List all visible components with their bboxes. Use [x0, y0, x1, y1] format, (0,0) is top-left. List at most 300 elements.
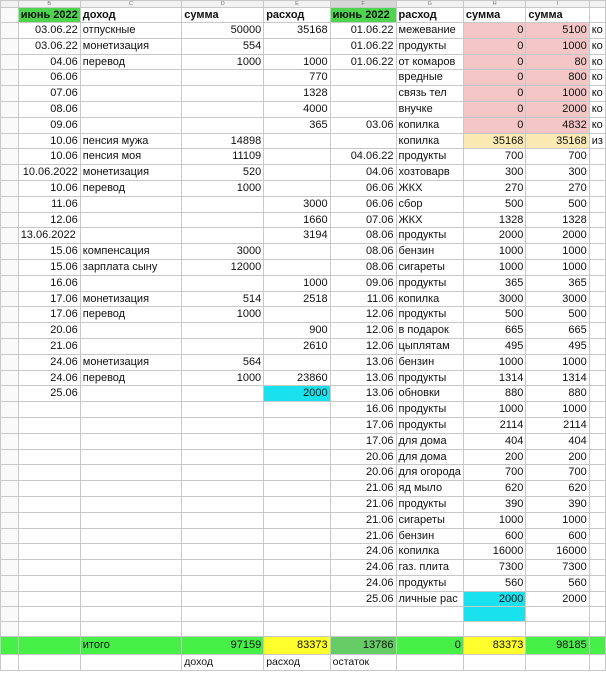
date-cell[interactable]: 10.06: [18, 180, 80, 196]
income-sum-cell[interactable]: [182, 275, 264, 291]
right-date-cell[interactable]: [330, 133, 396, 149]
overflow-note-cell[interactable]: ко: [589, 86, 605, 102]
expense-sum-cell[interactable]: [264, 481, 330, 497]
overflow-note-cell[interactable]: [589, 244, 605, 260]
expense-sum-cell[interactable]: 3194: [264, 228, 330, 244]
expense-sum-cell[interactable]: [264, 560, 330, 576]
right-expense-name-cell[interactable]: копилка: [396, 291, 463, 307]
income-sum-cell[interactable]: [182, 433, 264, 449]
expense-sum-cell[interactable]: [264, 354, 330, 370]
right-date-cell[interactable]: [330, 101, 396, 117]
date-cell[interactable]: 24.06: [18, 354, 80, 370]
right-date-cell[interactable]: 21.06: [330, 528, 396, 544]
column-header-j[interactable]: [589, 1, 605, 8]
column-header-d[interactable]: D: [182, 1, 264, 8]
income-sum-cell[interactable]: [182, 575, 264, 591]
right-date-cell[interactable]: 01.06.22: [330, 23, 396, 39]
right-sum1-cell[interactable]: 495: [463, 338, 525, 354]
income-name-cell[interactable]: [80, 386, 181, 402]
right-expense-name-cell[interactable]: хозтоварв: [396, 165, 463, 181]
overflow-note-cell[interactable]: [589, 465, 605, 481]
right-expense-name-cell[interactable]: цыплятам: [396, 338, 463, 354]
right-sum2-cell[interactable]: 800: [526, 70, 589, 86]
right-expense-name-cell[interactable]: продукты: [396, 228, 463, 244]
income-sum-cell[interactable]: [182, 417, 264, 433]
total-blank-cell[interactable]: [18, 637, 80, 655]
right-expense-name-cell[interactable]: ЖКХ: [396, 180, 463, 196]
expense-sum-cell[interactable]: [264, 259, 330, 275]
right-date-cell[interactable]: 17.06: [330, 417, 396, 433]
income-sum-cell[interactable]: [182, 607, 264, 622]
expense-sum-cell[interactable]: [264, 544, 330, 560]
income-sum-cell[interactable]: [182, 386, 264, 402]
column-header-e[interactable]: E: [264, 1, 330, 8]
income-name-cell[interactable]: [80, 560, 181, 576]
income-name-cell[interactable]: [80, 196, 181, 212]
income-name-cell[interactable]: [80, 101, 181, 117]
right-expense-name-cell[interactable]: газ. плита: [396, 560, 463, 576]
overflow-note-cell[interactable]: [589, 560, 605, 576]
right-expense-name-cell[interactable]: сбор: [396, 196, 463, 212]
income-sum-cell[interactable]: [182, 465, 264, 481]
right-date-cell[interactable]: 24.06: [330, 560, 396, 576]
expense-sum-cell[interactable]: [264, 512, 330, 528]
right-sum1-total-cell[interactable]: 83373: [463, 637, 525, 655]
total-overflow-cell[interactable]: [589, 637, 605, 655]
overflow-note-cell[interactable]: [589, 307, 605, 323]
right-date-cell[interactable]: 13.06: [330, 386, 396, 402]
income-name-cell[interactable]: [80, 86, 181, 102]
right-date-cell[interactable]: 12.06: [330, 338, 396, 354]
income-name-cell[interactable]: перевод: [80, 307, 181, 323]
expense-sum-cell[interactable]: 35168: [264, 23, 330, 39]
date-cell[interactable]: [18, 544, 80, 560]
right-sum2-cell[interactable]: 3000: [526, 291, 589, 307]
right-expense-name-cell[interactable]: в подарок: [396, 323, 463, 339]
right-expense-name-cell[interactable]: копилка: [396, 117, 463, 133]
expense-sum-cell[interactable]: [264, 575, 330, 591]
overflow-note-cell[interactable]: [589, 259, 605, 275]
income-name-cell[interactable]: пенсия моя: [80, 149, 181, 165]
right-expense-name-cell[interactable]: связь тел: [396, 86, 463, 102]
income-sum-cell[interactable]: [182, 86, 264, 102]
date-cell[interactable]: 10.06: [18, 149, 80, 165]
right-sum1-cell[interactable]: 0: [463, 38, 525, 54]
income-name-cell[interactable]: [80, 591, 181, 607]
right-sum2-cell[interactable]: 500: [526, 307, 589, 323]
right-expense-name-cell[interactable]: сигареты: [396, 259, 463, 275]
right-date-cell[interactable]: 13.06: [330, 370, 396, 386]
income-sum-cell[interactable]: [182, 622, 264, 637]
right-sum1-cell[interactable]: 880: [463, 386, 525, 402]
expense-sum-cell[interactable]: 2000: [264, 386, 330, 402]
overflow-note-cell[interactable]: [589, 370, 605, 386]
right-sum1-cell[interactable]: 0: [463, 70, 525, 86]
right-sum1-cell[interactable]: 16000: [463, 544, 525, 560]
right-expense-name-cell[interactable]: продукты: [396, 307, 463, 323]
right-expense-name-cell[interactable]: межевание: [396, 23, 463, 39]
right-expense-name-cell[interactable]: личные рас: [396, 591, 463, 607]
date-cell[interactable]: 10.06: [18, 133, 80, 149]
right-expense-name-cell[interactable]: бензин: [396, 354, 463, 370]
date-cell[interactable]: [18, 449, 80, 465]
income-sum-cell[interactable]: 514: [182, 291, 264, 307]
income-name-cell[interactable]: [80, 622, 181, 637]
right-sum2-total-cell[interactable]: 98185: [526, 637, 589, 655]
right-sum2-cell[interactable]: [526, 622, 589, 637]
overflow-note-cell[interactable]: [589, 323, 605, 339]
right-sum2-cell[interactable]: 665: [526, 323, 589, 339]
left-month-cell[interactable]: июнь 2022: [18, 8, 80, 23]
right-sum1-cell[interactable]: 1000: [463, 259, 525, 275]
right-sum2-cell[interactable]: 500: [526, 196, 589, 212]
income-sum-cell[interactable]: [182, 591, 264, 607]
right-date-cell[interactable]: 03.06: [330, 117, 396, 133]
overflow-note-cell[interactable]: [589, 622, 605, 637]
left-income-header[interactable]: доход: [80, 8, 181, 23]
income-name-cell[interactable]: перевод: [80, 180, 181, 196]
overflow-note-cell[interactable]: [589, 575, 605, 591]
date-cell[interactable]: 21.06: [18, 338, 80, 354]
overflow-note-cell[interactable]: [589, 228, 605, 244]
right-sum1-cell[interactable]: 0: [463, 117, 525, 133]
expense-sum-cell[interactable]: 3000: [264, 196, 330, 212]
income-sum-cell[interactable]: [182, 117, 264, 133]
right-sum2-cell[interactable]: 1000: [526, 402, 589, 418]
right-sum1-cell[interactable]: [463, 607, 525, 622]
overflow-note-cell[interactable]: [589, 196, 605, 212]
income-name-cell[interactable]: [80, 402, 181, 418]
overflow-note-cell[interactable]: [589, 165, 605, 181]
right-expense-name-cell[interactable]: от комаров: [396, 54, 463, 70]
right-sum1-cell[interactable]: 2000: [463, 228, 525, 244]
right-sum1-cell[interactable]: 700: [463, 465, 525, 481]
overflow-note-cell[interactable]: [589, 481, 605, 497]
right-sum2-cell[interactable]: 620: [526, 481, 589, 497]
income-name-cell[interactable]: [80, 70, 181, 86]
date-cell[interactable]: 06.06: [18, 70, 80, 86]
right-expense-name-cell[interactable]: [396, 607, 463, 622]
right-expense-name-cell[interactable]: яд мыло: [396, 481, 463, 497]
income-name-cell[interactable]: [80, 449, 181, 465]
income-sum-cell[interactable]: 3000: [182, 244, 264, 260]
expense-sum-cell[interactable]: 1328: [264, 86, 330, 102]
right-expense-name-cell[interactable]: обновки: [396, 386, 463, 402]
right-sum1-cell[interactable]: 270: [463, 180, 525, 196]
right-sum2-cell[interactable]: 880: [526, 386, 589, 402]
right-date-cell[interactable]: 21.06: [330, 496, 396, 512]
right-date-cell[interactable]: 20.06: [330, 465, 396, 481]
date-cell[interactable]: [18, 591, 80, 607]
income-name-cell[interactable]: монетизация: [80, 354, 181, 370]
right-sum1-cell[interactable]: 1000: [463, 512, 525, 528]
income-sum-cell[interactable]: 1000: [182, 180, 264, 196]
income-sum-cell[interactable]: [182, 496, 264, 512]
date-cell[interactable]: 09.06: [18, 117, 80, 133]
right-sum2-cell[interactable]: 5100: [526, 23, 589, 39]
right-sum2-cell[interactable]: [526, 607, 589, 622]
income-name-cell[interactable]: перевод: [80, 370, 181, 386]
date-cell[interactable]: 12.06: [18, 212, 80, 228]
date-cell[interactable]: [18, 528, 80, 544]
expense-sum-cell[interactable]: [264, 402, 330, 418]
date-cell[interactable]: [18, 417, 80, 433]
income-name-cell[interactable]: монетизация: [80, 38, 181, 54]
income-name-cell[interactable]: компенсация: [80, 244, 181, 260]
right-expense-name-cell[interactable]: для дома: [396, 449, 463, 465]
right-sum2-cell[interactable]: 1000: [526, 259, 589, 275]
income-name-cell[interactable]: [80, 575, 181, 591]
right-sum1-cell[interactable]: 0: [463, 54, 525, 70]
overflow-note-cell[interactable]: [589, 433, 605, 449]
overflow-note-cell[interactable]: [589, 417, 605, 433]
overflow-note-cell[interactable]: [589, 591, 605, 607]
expense-sum-cell[interactable]: [264, 38, 330, 54]
right-date-cell[interactable]: 13.06: [330, 354, 396, 370]
right-date-cell[interactable]: 21.06: [330, 512, 396, 528]
income-name-cell[interactable]: [80, 275, 181, 291]
overflow-note-cell[interactable]: ко: [589, 38, 605, 54]
overflow-cell[interactable]: [589, 8, 605, 23]
right-expense-name-cell[interactable]: бензин: [396, 528, 463, 544]
date-cell[interactable]: 10.06.2022: [18, 165, 80, 181]
overflow-note-cell[interactable]: ко: [589, 70, 605, 86]
date-cell[interactable]: [18, 622, 80, 637]
expense-sum-cell[interactable]: [264, 244, 330, 260]
income-name-cell[interactable]: [80, 528, 181, 544]
right-sum1-cell[interactable]: 1000: [463, 354, 525, 370]
right-sum1-cell[interactable]: 390: [463, 496, 525, 512]
income-sum-cell[interactable]: [182, 512, 264, 528]
right-sum1-cell[interactable]: 365: [463, 275, 525, 291]
income-name-cell[interactable]: [80, 323, 181, 339]
date-cell[interactable]: 04.06: [18, 54, 80, 70]
expense-sum-cell[interactable]: [264, 433, 330, 449]
date-cell[interactable]: [18, 512, 80, 528]
right-sum1-cell[interactable]: 500: [463, 196, 525, 212]
right-date-cell[interactable]: 11.06: [330, 291, 396, 307]
right-date-cell[interactable]: [330, 622, 396, 637]
date-cell[interactable]: 08.06: [18, 101, 80, 117]
right-sum2-header[interactable]: сумма: [526, 8, 589, 23]
right-sum2-cell[interactable]: 1328: [526, 212, 589, 228]
income-sum-cell[interactable]: 554: [182, 38, 264, 54]
right-expense-header[interactable]: расход: [396, 8, 463, 23]
income-name-cell[interactable]: перевод: [80, 54, 181, 70]
income-name-cell[interactable]: [80, 212, 181, 228]
right-date-cell[interactable]: 06.06: [330, 196, 396, 212]
corner-cell[interactable]: [1, 1, 19, 8]
right-expense-name-cell[interactable]: продукты: [396, 38, 463, 54]
right-expense-name-cell[interactable]: продукты: [396, 370, 463, 386]
income-sum-cell[interactable]: 564: [182, 354, 264, 370]
right-sum1-cell[interactable]: 7300: [463, 560, 525, 576]
income-sum-cell[interactable]: [182, 196, 264, 212]
date-cell[interactable]: 07.06: [18, 86, 80, 102]
right-sum2-cell[interactable]: 404: [526, 433, 589, 449]
income-sum-cell[interactable]: 12000: [182, 259, 264, 275]
right-sum1-cell[interactable]: [463, 622, 525, 637]
expense-sum-cell[interactable]: [264, 307, 330, 323]
date-cell[interactable]: [18, 607, 80, 622]
right-sum1-cell[interactable]: 2000: [463, 591, 525, 607]
income-name-cell[interactable]: [80, 433, 181, 449]
expense-sum-cell[interactable]: 900: [264, 323, 330, 339]
overflow-note-cell[interactable]: [589, 449, 605, 465]
overflow-note-cell[interactable]: [589, 496, 605, 512]
income-name-cell[interactable]: [80, 417, 181, 433]
expense-sum-cell[interactable]: 1000: [264, 54, 330, 70]
date-cell[interactable]: 17.06: [18, 307, 80, 323]
zero-cell[interactable]: 0: [396, 637, 463, 655]
income-name-cell[interactable]: отпускные: [80, 23, 181, 39]
right-date-cell[interactable]: 04.06.22: [330, 149, 396, 165]
income-sum-cell[interactable]: 14898: [182, 133, 264, 149]
right-sum2-cell[interactable]: 600: [526, 528, 589, 544]
right-sum2-cell[interactable]: 200: [526, 449, 589, 465]
right-date-cell[interactable]: 25.06: [330, 591, 396, 607]
overflow-note-cell[interactable]: ко: [589, 101, 605, 117]
date-cell[interactable]: 20.06: [18, 323, 80, 339]
income-sum-cell[interactable]: [182, 544, 264, 560]
income-name-cell[interactable]: пенсия мужа: [80, 133, 181, 149]
date-cell[interactable]: [18, 560, 80, 576]
expense-sum-cell[interactable]: 365: [264, 117, 330, 133]
date-cell[interactable]: 25.06: [18, 386, 80, 402]
expense-sum-cell[interactable]: [264, 417, 330, 433]
right-sum1-cell[interactable]: 1000: [463, 402, 525, 418]
expense-sum-cell[interactable]: 2518: [264, 291, 330, 307]
income-name-cell[interactable]: [80, 607, 181, 622]
right-sum1-cell[interactable]: 1314: [463, 370, 525, 386]
overflow-note-cell[interactable]: [589, 149, 605, 165]
income-sum-cell[interactable]: [182, 449, 264, 465]
right-sum1-cell[interactable]: 1328: [463, 212, 525, 228]
overflow-note-cell[interactable]: [589, 528, 605, 544]
right-date-cell[interactable]: 08.06: [330, 259, 396, 275]
right-date-cell[interactable]: 04.06: [330, 165, 396, 181]
expense-total-cell[interactable]: 83373: [264, 637, 330, 655]
expense-sum-cell[interactable]: 770: [264, 70, 330, 86]
overflow-note-cell[interactable]: [589, 544, 605, 560]
expense-sum-cell[interactable]: [264, 622, 330, 637]
expense-sum-cell[interactable]: [264, 496, 330, 512]
right-sum2-cell[interactable]: 16000: [526, 544, 589, 560]
right-sum2-cell[interactable]: 80: [526, 54, 589, 70]
income-sum-cell[interactable]: [182, 481, 264, 497]
expense-sum-cell[interactable]: 1660: [264, 212, 330, 228]
right-sum1-header[interactable]: сумма: [463, 8, 525, 23]
right-sum1-cell[interactable]: 560: [463, 575, 525, 591]
right-sum2-cell[interactable]: 365: [526, 275, 589, 291]
right-expense-name-cell[interactable]: сигареты: [396, 512, 463, 528]
right-sum2-cell[interactable]: 35168: [526, 133, 589, 149]
overflow-note-cell[interactable]: [589, 402, 605, 418]
right-expense-name-cell[interactable]: продукты: [396, 496, 463, 512]
right-sum2-cell[interactable]: 300: [526, 165, 589, 181]
overflow-note-cell[interactable]: [589, 607, 605, 622]
right-expense-name-cell[interactable]: продукты: [396, 149, 463, 165]
date-cell[interactable]: [18, 402, 80, 418]
expense-sum-cell[interactable]: 1000: [264, 275, 330, 291]
right-sum1-cell[interactable]: 3000: [463, 291, 525, 307]
right-expense-name-cell[interactable]: копилка: [396, 544, 463, 560]
expense-sum-cell[interactable]: [264, 591, 330, 607]
right-expense-name-cell[interactable]: для огорода: [396, 465, 463, 481]
right-sum2-cell[interactable]: 7300: [526, 560, 589, 576]
right-date-cell[interactable]: 17.06: [330, 433, 396, 449]
right-date-cell[interactable]: 06.06: [330, 180, 396, 196]
right-sum2-cell[interactable]: 390: [526, 496, 589, 512]
date-cell[interactable]: 24.06: [18, 370, 80, 386]
right-date-cell[interactable]: 16.06: [330, 402, 396, 418]
income-total-cell[interactable]: 97159: [182, 637, 264, 655]
income-name-cell[interactable]: монетизация: [80, 165, 181, 181]
column-header-b[interactable]: B: [18, 1, 80, 8]
overflow-note-cell[interactable]: ко: [589, 117, 605, 133]
right-date-cell[interactable]: [330, 86, 396, 102]
date-cell[interactable]: [18, 465, 80, 481]
right-sum1-cell[interactable]: 0: [463, 86, 525, 102]
right-sum1-cell[interactable]: 1000: [463, 244, 525, 260]
right-sum2-cell[interactable]: 2000: [526, 101, 589, 117]
income-sum-cell[interactable]: [182, 212, 264, 228]
income-sum-cell[interactable]: [182, 228, 264, 244]
income-sum-cell[interactable]: [182, 402, 264, 418]
right-expense-name-cell[interactable]: продукты: [396, 402, 463, 418]
income-sum-cell[interactable]: 50000: [182, 23, 264, 39]
income-sum-cell[interactable]: 520: [182, 165, 264, 181]
right-month-cell[interactable]: июнь 2022: [330, 8, 396, 23]
overflow-note-cell[interactable]: [589, 354, 605, 370]
right-sum2-cell[interactable]: 2000: [526, 591, 589, 607]
date-cell[interactable]: [18, 481, 80, 497]
overflow-note-cell[interactable]: [589, 338, 605, 354]
income-sum-cell[interactable]: [182, 528, 264, 544]
column-header-c[interactable]: C: [80, 1, 181, 8]
column-header-i[interactable]: I: [526, 1, 589, 8]
overflow-note-cell[interactable]: [589, 386, 605, 402]
overflow-note-cell[interactable]: ко: [589, 54, 605, 70]
right-date-cell[interactable]: 24.06: [330, 575, 396, 591]
date-cell[interactable]: 17.06: [18, 291, 80, 307]
expense-sum-cell[interactable]: 2610: [264, 338, 330, 354]
right-sum2-cell[interactable]: 2000: [526, 228, 589, 244]
right-sum2-cell[interactable]: 4832: [526, 117, 589, 133]
balance-cell[interactable]: 13786: [330, 637, 396, 655]
date-cell[interactable]: 13.06.2022: [18, 228, 80, 244]
right-sum2-cell[interactable]: 700: [526, 465, 589, 481]
income-sum-cell[interactable]: 1000: [182, 370, 264, 386]
right-sum2-cell[interactable]: 495: [526, 338, 589, 354]
right-sum1-cell[interactable]: 0: [463, 101, 525, 117]
date-cell[interactable]: [18, 433, 80, 449]
right-sum1-cell[interactable]: 700: [463, 149, 525, 165]
right-sum1-cell[interactable]: 500: [463, 307, 525, 323]
right-expense-name-cell[interactable]: продукты: [396, 275, 463, 291]
right-expense-name-cell[interactable]: копилка: [396, 133, 463, 149]
date-cell[interactable]: 11.06: [18, 196, 80, 212]
overflow-note-cell[interactable]: [589, 180, 605, 196]
date-cell[interactable]: 16.06: [18, 275, 80, 291]
expense-sum-cell[interactable]: [264, 528, 330, 544]
right-sum1-cell[interactable]: 600: [463, 528, 525, 544]
right-date-cell[interactable]: [330, 607, 396, 622]
income-name-cell[interactable]: [80, 481, 181, 497]
column-header-h[interactable]: H: [463, 1, 525, 8]
expense-sum-cell[interactable]: 4000: [264, 101, 330, 117]
right-date-cell[interactable]: 01.06.22: [330, 54, 396, 70]
